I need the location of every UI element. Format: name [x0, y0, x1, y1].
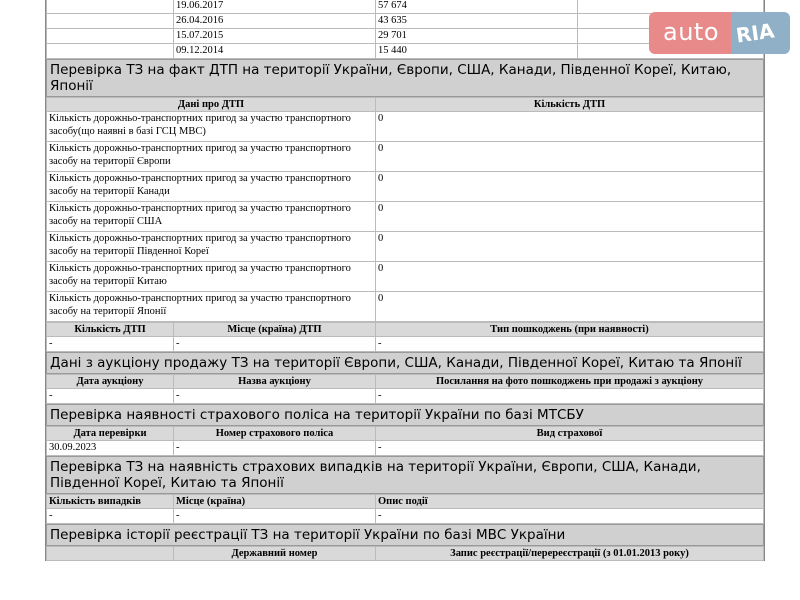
col-header-dtp-count: Кількість ДТП	[376, 98, 764, 112]
col-header-case-place: Місце (країна)	[174, 495, 376, 509]
logo-text-auto: auto	[663, 18, 720, 46]
table-cell: -	[174, 337, 376, 352]
col-header-dtp-damage: Тип пошкоджень (при наявності)	[376, 323, 764, 337]
table-cell: -	[174, 509, 376, 524]
table-cell: -	[376, 509, 764, 524]
section-title-registration: Перевірка історії реєстрації ТЗ на території України по базі МВС України	[46, 524, 764, 546]
col-header-policy-number: Номер страхового поліса	[174, 427, 376, 441]
autoria-logo	[649, 12, 790, 54]
col-header-auction-name: Назва аукціону	[174, 375, 376, 389]
logo-text-ria: RIA	[734, 18, 776, 48]
table-row	[47, 142, 764, 172]
dtp-row-label: Кількість дорожньо-транспортних пригод за участю транспортного засобу на території Японії	[47, 292, 376, 322]
mileage-value: 15 440	[376, 44, 578, 59]
dtp-row-label: Кількість дорожньо-транспортних пригод за участю транспортного засобу на території Китаю	[47, 262, 376, 292]
col-header-registration-date	[47, 547, 174, 561]
table-cell	[47, 44, 174, 59]
dtp-table	[46, 97, 764, 322]
auction-table	[46, 374, 764, 404]
table-cell: -	[376, 337, 764, 352]
dtp-row-value: 0	[376, 142, 764, 172]
table-cell	[47, 0, 174, 14]
table-cell: -	[376, 441, 764, 456]
table-row	[47, 389, 764, 404]
registration-table	[46, 546, 764, 561]
insurance-cases-table	[46, 494, 764, 524]
dtp-row-value: 0	[376, 262, 764, 292]
table-row	[47, 112, 764, 142]
table-row	[47, 337, 764, 352]
col-header-plate-number: Державний номер	[174, 547, 376, 561]
table-cell: -	[174, 441, 376, 456]
table-row	[47, 509, 764, 524]
col-header-dtp-place: Місце (країна) ДТП	[174, 323, 376, 337]
table-row	[47, 232, 764, 262]
col-header-dtp-qty: Кількість ДТП	[47, 323, 174, 337]
mileage-date: 19.06.2017	[174, 0, 376, 14]
col-header-case-count: Кількість випадків	[47, 495, 174, 509]
section-title-insurance-cases: Перевірка ТЗ на наявність страхових випадків на території України, Європи, США, Канади, Південної Кореї, Китаю та Японії	[46, 456, 764, 494]
dtp-row-label: Кількість дорожньо-транспортних пригод за участю транспортного засобу на території Канади	[47, 172, 376, 202]
insurance-table	[46, 426, 764, 456]
table-row	[47, 292, 764, 322]
table-row	[47, 441, 764, 456]
mileage-date: 26.04.2016	[174, 14, 376, 29]
dtp-row-label: Кількість дорожньо-транспортних пригод за участю транспортного засобу на території США	[47, 202, 376, 232]
table-cell: 30.09.2023	[47, 441, 174, 456]
dtp-row-value: 0	[376, 232, 764, 262]
table-row	[47, 172, 764, 202]
table-cell: -	[47, 337, 174, 352]
dtp-row-label: Кількість дорожньо-транспортних пригод за участю транспортного засобу на території Європи	[47, 142, 376, 172]
report-document	[45, 0, 765, 561]
dtp-row-value: 0	[376, 202, 764, 232]
col-header-case-description: Опис події	[376, 495, 764, 509]
col-header-check-date: Дата перевірки	[47, 427, 174, 441]
dtp-row-value: 0	[376, 172, 764, 202]
table-cell: -	[174, 389, 376, 404]
col-header-dtp-data: Дані про ДТП	[47, 98, 376, 112]
table-cell	[47, 14, 174, 29]
mileage-value: 43 635	[376, 14, 578, 29]
section-title-dtp: Перевірка ТЗ на факт ДТП на території України, Європи, США, Канади, Південної Кореї, Китаю, Японії	[46, 59, 764, 97]
dtp-row-value: 0	[376, 112, 764, 142]
table-cell: -	[376, 389, 764, 404]
col-header-auction-photos: Посилання на фото пошкоджень при продажі з аукціону	[376, 375, 764, 389]
dtp-row-label: Кількість дорожньо-транспортних пригод за участю транспортного засобу(що наявні в базі ГСЦ МВС)	[47, 112, 376, 142]
section-title-insurance: Перевірка наявності страхового поліса на території України по базі МТСБУ	[46, 404, 764, 426]
section-title-auction: Дані з аукціону продажу ТЗ на території Європи, США, Канади, Південної Кореї, Китаю та Японії	[46, 352, 764, 374]
mileage-value: 57 674	[376, 0, 578, 14]
dtp-row-value: 0	[376, 292, 764, 322]
col-header-registration-record: Запис реєстрації/перереєстрації (з 01.01.2013 року)	[376, 547, 764, 561]
mileage-date: 09.12.2014	[174, 44, 376, 59]
mileage-value: 29 701	[376, 29, 578, 44]
table-cell: -	[47, 509, 174, 524]
dtp-row-label: Кількість дорожньо-транспортних пригод за участю транспортного засобу на території Південної Кореї	[47, 232, 376, 262]
col-header-insurance-type: Вид страхової	[376, 427, 764, 441]
col-header-auction-date: Дата аукціону	[47, 375, 174, 389]
table-row	[47, 202, 764, 232]
table-row	[47, 262, 764, 292]
table-cell: -	[47, 389, 174, 404]
table-cell	[47, 29, 174, 44]
dtp-detail-table	[46, 322, 764, 352]
mileage-date: 15.07.2015	[174, 29, 376, 44]
